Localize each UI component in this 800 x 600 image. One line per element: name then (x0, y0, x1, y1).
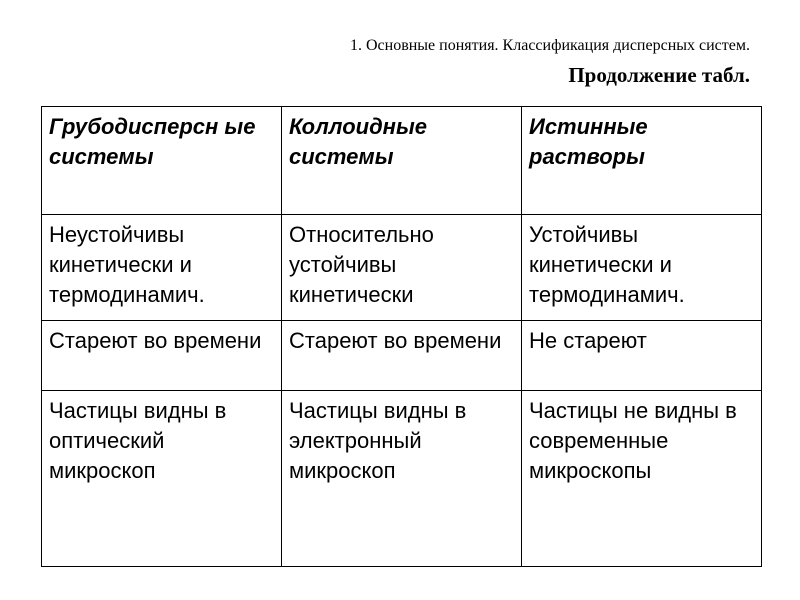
section-header: 1. Основные понятия. Классификация дисперсных систем. (349, 37, 750, 54)
table-cell: Частицы видны в оптический микроскоп (42, 391, 282, 567)
table-header-row (42, 107, 762, 215)
table-row (42, 215, 762, 321)
table-row (42, 391, 762, 567)
table-cell: Устойчивы кинетически и термодинамич. (522, 215, 762, 321)
table-cell: Стареют во времени (282, 321, 522, 391)
table-continuation-title: Продолжение табл. (568, 63, 750, 87)
table-cell: Частицы не видны в современные микроскопы (522, 391, 762, 567)
column-header-colloid: Коллоидные системы (282, 107, 522, 215)
table-cell: Неустойчивы кинетически и термодинамич. (42, 215, 282, 321)
column-header-coarse: Грубодисперсн ые системы (42, 107, 282, 215)
comparison-table (41, 106, 762, 567)
table-cell: Стареют во времени (42, 321, 282, 391)
column-header-true-solutions: Истинные растворы (522, 107, 762, 215)
table-cell: Относительно устойчивы кинетически (282, 215, 522, 321)
table-cell: Частицы видны в электронный микроскоп (282, 391, 522, 567)
table-cell: Не стареют (522, 321, 762, 391)
table-row (42, 321, 762, 391)
